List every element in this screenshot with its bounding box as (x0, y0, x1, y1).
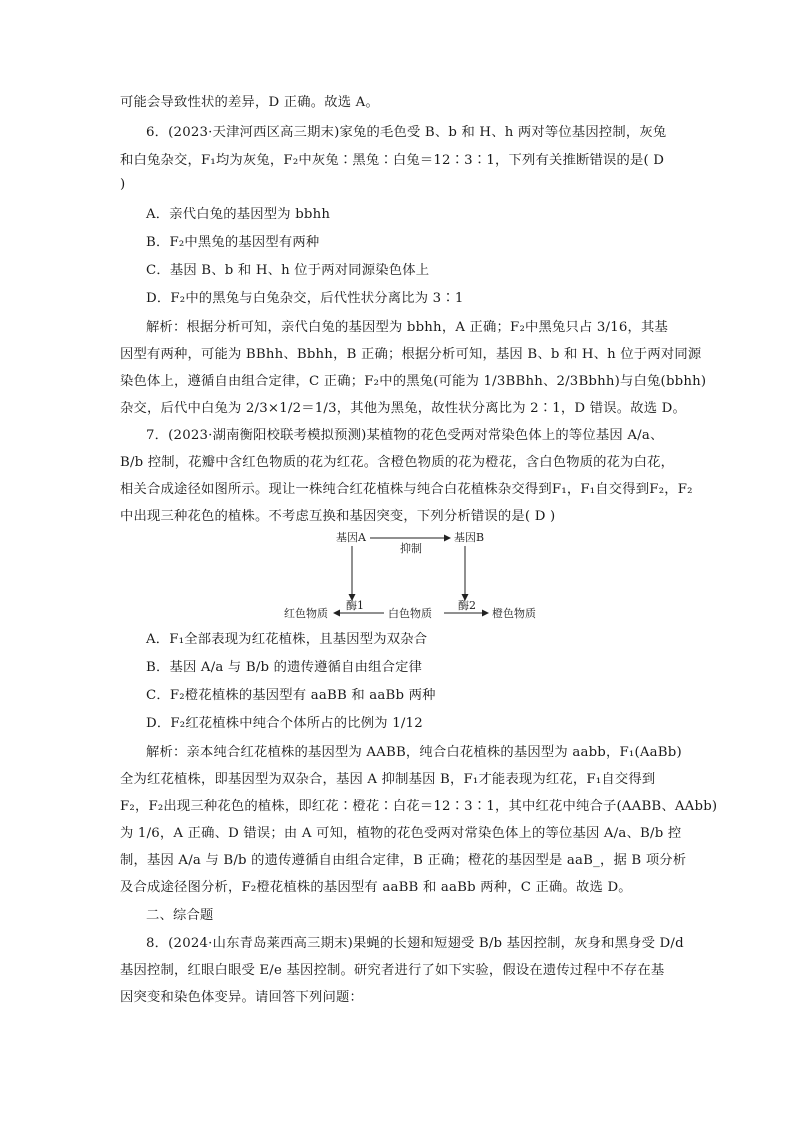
text-line: 可能会导致性状的差异，D 正确。故选 A。 (120, 95, 379, 110)
question-6-stem-end: ) (120, 177, 126, 192)
inhibit-label: 抑制 (400, 542, 422, 555)
question-7-stem: 7．(2023·湖南衡阳校联考模拟预测)某植物的花色受两对常染色体上的等位基因 A/a、 (146, 428, 664, 443)
question-7-option-d: D．F₂红花植株中纯合个体所占的比例为 1/12 (146, 716, 423, 731)
enzyme-2-label: 酶2 (458, 599, 476, 612)
question-7-stem-line: 中出现三种花色的植株。不考虑互换和基因突变，下列分析错误的是( D ) (120, 509, 556, 524)
enzyme-1-label: 酶1 (346, 599, 364, 612)
question-7-explanation-line: 为 1/6，A 正确、D 错误；由 A 可知，植物的花色受两对常染色体上的等位基因 A/a、B/b 控 (120, 826, 682, 841)
white-substance-label: 白色物质 (388, 607, 432, 620)
question-6-option-b: B．F₂中黑兔的基因型有两种 (146, 235, 320, 250)
question-7-explanation-line: 及合成途径图分析，F₂橙花植株的基因型有 aaBB 和 aaBb 两种，C 正确。故选 D。 (120, 880, 632, 895)
question-6-explanation-line: 因型有两种，可能为 BBhh、Bbhh，B 正确；根据分析可知，基因 B、b 和 H、h 位于两对同源 (120, 347, 702, 362)
question-6-explanation-line: 杂交，后代中白兔为 2/3×1/2＝1/3，其他为黑兔，故性状分离比为 2∶1，D 错误。故选 D。 (120, 401, 686, 416)
orange-substance-label: 橙色物质 (492, 607, 536, 620)
question-7-explanation-line: F₂，F₂出现三种花色的植株，即红花∶橙花∶白花＝12∶3∶1，其中红花中纯合子(AABB、AAbb) (120, 799, 718, 814)
question-6-explanation-line: 染色体上，遵循自由组合定律，C 正确；F₂中的黑兔(可能为 1/3BBhh、2/3Bbhh)与白兔(bbhh) (120, 374, 707, 389)
gene-b-label: 基因B (454, 531, 485, 544)
question-7-explanation-line: 全为红花植株，即基因型为双杂合，基因 A 抑制基因 B，F₁才能表现为红花，F₁自交得到 (120, 772, 656, 787)
gene-a-label: 基因A (336, 531, 366, 544)
section-heading: 二、综合题 (146, 908, 214, 923)
question-6-stem-cont: 和白兔杂交，F₁均为灰兔，F₂中灰兔∶黑兔∶白兔＝12∶3∶1，下列有关推断错误的是( D (120, 153, 665, 168)
question-6-option-c: C．基因 B、b 和 H、h 位于两对同源染色体上 (146, 263, 430, 278)
question-7-stem-line: 相关合成途径如图所示。现让一株纯合红花植株与纯合白花植株杂交得到F₁，F₁自交得到F₂，F₂ (120, 482, 693, 497)
red-substance-label: 红色物质 (284, 607, 328, 620)
question-6-option-d: D．F₂中的黑兔与白兔杂交，后代性状分离比为 3∶1 (146, 291, 464, 306)
question-7-explanation-line: 制，基因 A/a 与 B/b 的遗传遵循自由组合定律，B 正确；橙花的基因型是 aaB_，据 B 项分析 (120, 853, 687, 868)
question-8-stem: 8．(2024·山东青岛莱西高三期末)果蝇的长翅和短翅受 B/b 基因控制，灰身和黑身受 D/d (146, 936, 684, 951)
question-6-option-a: A．亲代白兔的基因型为 bbhh (146, 207, 331, 222)
question-8-stem-line: 基因控制，红眼白眼受 E/e 基因控制。研究者进行了如下实验，假设在遗传过程中不存在基 (120, 963, 665, 978)
question-7-option-b: B．基因 A/a 与 B/b 的遗传遵循自由组合定律 (146, 660, 423, 675)
question-6-explanation: 解析：根据分析可知，亲代白兔的基因型为 bbhh，A 正确；F₂中黑兔只占 3/16，其基 (146, 320, 669, 335)
question-6-stem: 6．(2023·天津河西区高三期末)家兔的毛色受 B、b 和 H、h 两对等位基因控制，灰兔 (146, 125, 667, 140)
synthesis-pathway-diagram (280, 526, 550, 626)
question-7-stem-line: B/b 控制，花瓣中含红色物质的花为红花。含橙色物质的花为橙花，含白色物质的花为白花， (120, 455, 675, 470)
question-7-option-a: A．F₁全部表现为红花植株，且基因型为双杂合 (146, 632, 428, 647)
question-8-stem-line: 因突变和染色体变异。请回答下列问题： (120, 990, 363, 1005)
question-7-explanation: 解析：亲本纯合红花植株的基因型为 AABB，纯合白花植株的基因型为 aabb，F₁(AaBb) (146, 745, 682, 760)
question-7-option-c: C．F₂橙花植株的基因型有 aaBB 和 aaBb 两种 (146, 688, 436, 703)
